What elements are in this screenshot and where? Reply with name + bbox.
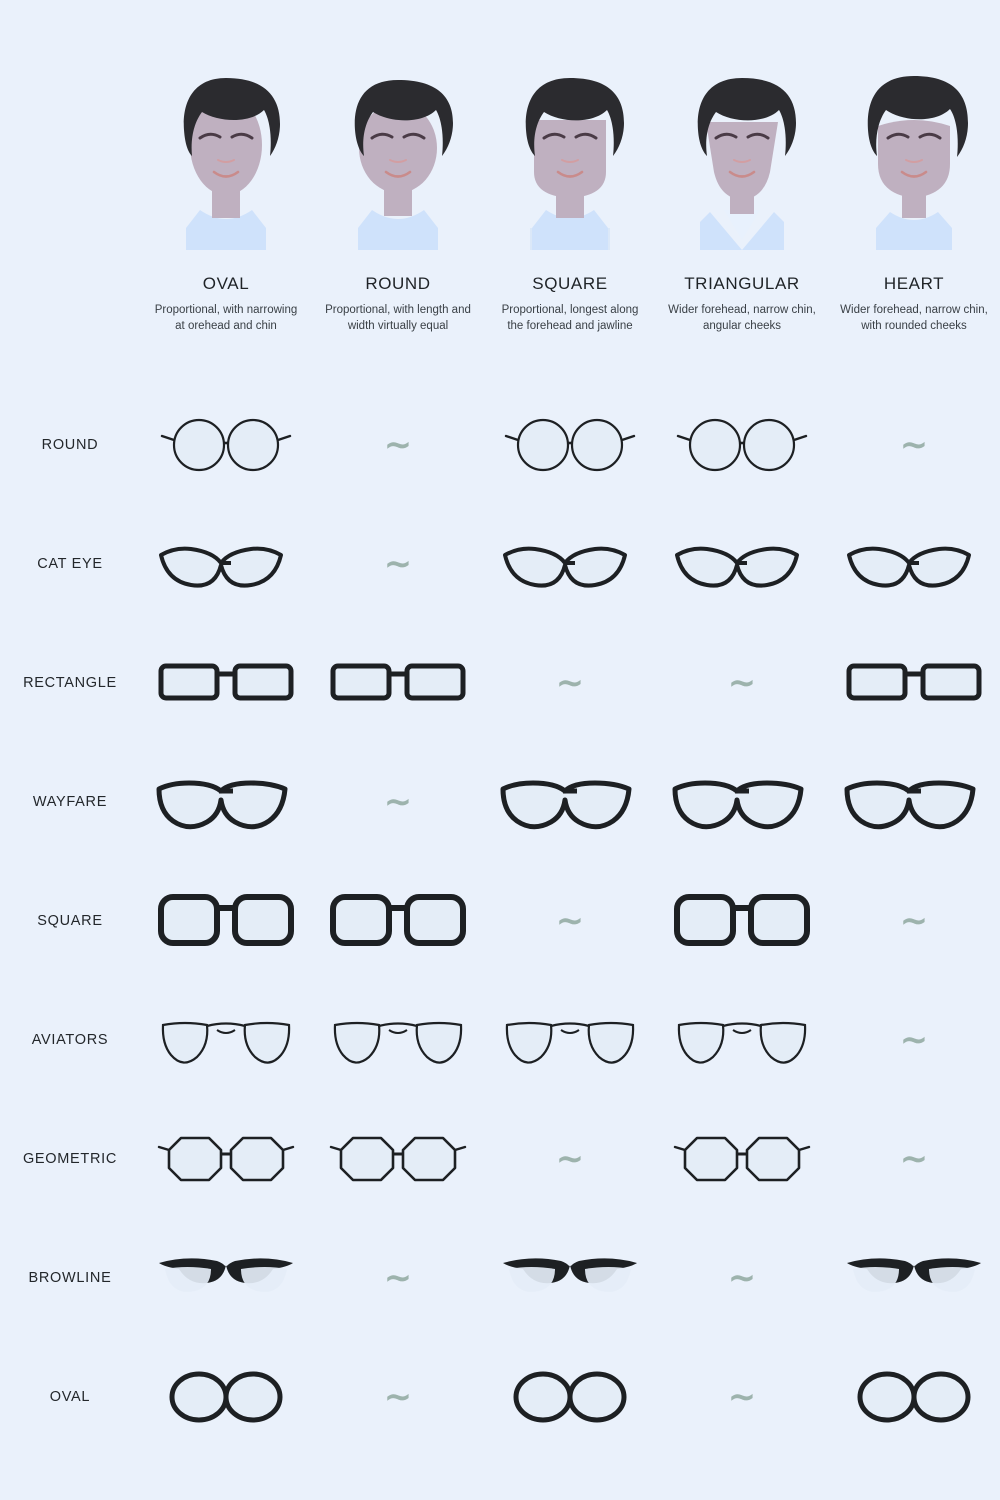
face-illustration-oval [156,60,296,260]
frame-row [0,1337,1000,1456]
frame-shape-grid [0,385,1000,1456]
no-match-icon: ∼ [727,1257,757,1298]
face-shape-column [656,60,828,334]
face-shape-description: Proportional, with length and width virtually equal [325,304,471,332]
glasses-icon-square [151,886,301,956]
frame-match-cell [312,1099,484,1218]
glasses-icon-aviator [151,1005,301,1075]
no-match-icon: ∼ [727,662,757,703]
no-match-cell [312,1218,484,1337]
face-illustration-round [328,60,468,260]
frame-row [0,742,1000,861]
frame-match-cell [828,504,1000,623]
face-shape-title: OVAL [202,274,250,293]
no-match-icon: ∼ [727,1376,757,1417]
glasses-icon-cateye [667,529,817,599]
frame-match-cell [484,1337,656,1456]
face-illustration-square [500,60,640,260]
frame-match-cell [140,504,312,623]
frame-row-label: OVAL [49,1388,91,1405]
frame-row-label: SQUARE [37,912,103,929]
no-match-cell [656,1337,828,1456]
frame-match-cell [656,504,828,623]
face-shape-column [140,60,312,334]
no-match-icon: ∼ [555,900,585,941]
glasses-icon-oval [495,1362,645,1432]
frame-match-cell [484,504,656,623]
frame-match-cell [140,742,312,861]
frame-row [0,980,1000,1099]
glasses-icon-aviator [495,1005,645,1075]
frame-match-cell [140,1099,312,1218]
face-shape-column [828,60,1000,334]
glasses-icon-geometric [151,1124,301,1194]
glasses-icon-aviator [323,1005,473,1075]
no-match-icon: ∼ [383,543,413,584]
no-match-cell [312,1337,484,1456]
face-shape-description: Wider forehead, narrow chin, angular cheeks [668,304,816,332]
no-match-icon: ∼ [899,1019,929,1060]
no-match-cell [656,623,828,742]
face-shape-column [484,60,656,334]
face-illustration-heart [844,60,984,260]
frame-row-label: ROUND [41,436,99,453]
face-shape-column [312,60,484,334]
no-match-icon: ∼ [555,1138,585,1179]
frame-match-cell [484,1218,656,1337]
glasses-icon-round [151,410,301,480]
glasses-icon-wayfare [151,767,301,837]
face-shape-title: ROUND [365,274,431,293]
face-shape-description: Wider forehead, narrow chin, with rounded cheeks [840,304,988,332]
glasses-icon-rectangle [151,648,301,718]
glasses-icon-browline [151,1243,301,1313]
glasses-icon-cateye [151,529,301,599]
glasses-icon-aviator [667,1005,817,1075]
glasses-icon-oval [151,1362,301,1432]
no-match-cell [828,1099,1000,1218]
face-shape-description: Proportional, longest along the forehead and jawline [501,304,639,332]
glasses-icon-wayfare [839,767,989,837]
frame-row [0,861,1000,980]
frame-match-cell [140,980,312,1099]
glasses-icon-square [667,886,817,956]
no-match-cell [656,1218,828,1337]
face-shape-description: Proportional, with narrowing at orehead and chin [154,304,298,332]
glasses-icon-rectangle [323,648,473,718]
no-match-cell [312,385,484,504]
frame-match-cell [656,980,828,1099]
frame-row-label: BROWLINE [28,1269,112,1286]
frame-match-cell [140,861,312,980]
frame-match-cell [140,385,312,504]
frame-match-cell [140,623,312,742]
frame-match-cell [828,1218,1000,1337]
glasses-icon-wayfare [667,767,817,837]
frame-row [0,504,1000,623]
glasses-icon-geometric [667,1124,817,1194]
frame-match-cell [140,1337,312,1456]
glasses-icon-rectangle [839,648,989,718]
frame-row [0,1099,1000,1218]
frame-match-cell [484,980,656,1099]
no-match-icon: ∼ [899,900,929,941]
frame-match-cell [312,861,484,980]
glasses-icon-round [667,410,817,480]
no-match-icon: ∼ [555,662,585,703]
frame-match-cell [656,385,828,504]
face-shape-title: HEART [883,274,945,293]
frame-match-cell [312,980,484,1099]
no-match-cell [484,623,656,742]
face-shape-title: SQUARE [532,274,608,293]
frame-row [0,1218,1000,1337]
frame-match-cell [828,742,1000,861]
frame-row-label: CAT EYE [37,555,103,572]
frame-match-cell [484,742,656,861]
no-match-cell [312,504,484,623]
glasses-icon-round [495,410,645,480]
no-match-cell [312,742,484,861]
frame-match-cell [656,1099,828,1218]
no-match-cell [828,385,1000,504]
frame-match-cell [828,623,1000,742]
frame-row-label: GEOMETRIC [22,1150,118,1167]
face-shape-header-row [140,60,1000,334]
no-match-icon: ∼ [899,1138,929,1179]
frame-match-cell [312,623,484,742]
no-match-icon: ∼ [383,1376,413,1417]
frame-row [0,623,1000,742]
no-match-icon: ∼ [383,424,413,465]
frame-row-label: WAYFARE [32,793,108,810]
frame-match-cell [140,1218,312,1337]
no-match-cell [828,861,1000,980]
glasses-icon-square [323,886,473,956]
face-illustration-triangular [672,60,812,260]
glasses-icon-browline [839,1243,989,1313]
glasses-icon-browline [495,1243,645,1313]
glasses-icon-cateye [495,529,645,599]
no-match-icon: ∼ [383,1257,413,1298]
no-match-cell [484,861,656,980]
frame-match-cell [656,742,828,861]
no-match-icon: ∼ [383,781,413,822]
frame-row [0,385,1000,504]
no-match-cell [828,980,1000,1099]
no-match-cell [484,1099,656,1218]
frame-match-cell [484,385,656,504]
frame-match-cell [828,1337,1000,1456]
frame-match-cell [656,861,828,980]
glasses-icon-wayfare [495,767,645,837]
glasses-icon-cateye [839,529,989,599]
frame-row-label: AVIATORS [31,1031,109,1048]
glasses-icon-oval [839,1362,989,1432]
face-shape-title: TRIANGULAR [684,274,800,293]
glasses-icon-geometric [323,1124,473,1194]
frame-row-label: RECTANGLE [23,674,117,691]
no-match-icon: ∼ [899,424,929,465]
